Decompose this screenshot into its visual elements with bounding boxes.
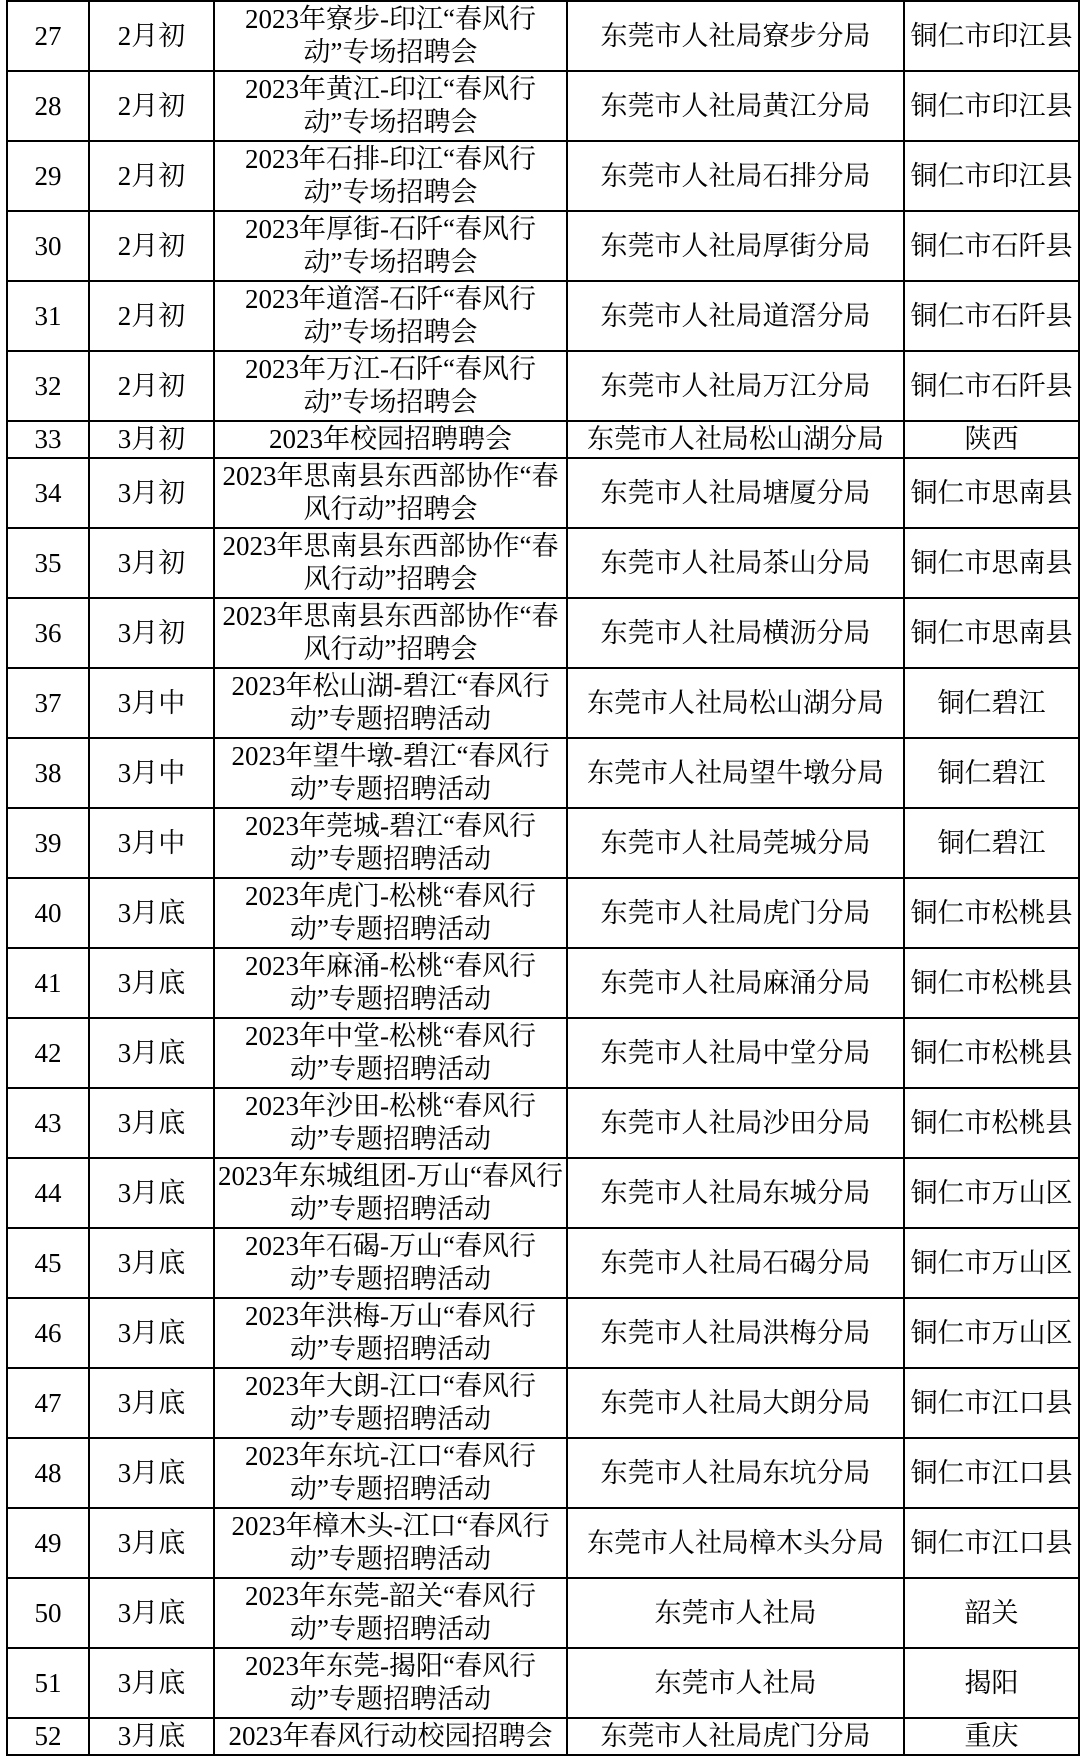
table-row (7, 1578, 1079, 1648)
organizer-cell: 东莞市人社局中堂分局 (567, 1018, 904, 1088)
table-row (7, 351, 1079, 421)
event-name-cell: 2023年东莞-揭阳“春风行动”专题招聘活动 (214, 1648, 567, 1718)
location-cell: 铜仁碧江 (904, 668, 1079, 738)
table-row (7, 668, 1079, 738)
location-cell: 揭阳 (904, 1648, 1079, 1718)
date-cell: 2月初 (89, 281, 214, 351)
table-row (7, 141, 1079, 211)
row-number-cell: 38 (7, 738, 89, 808)
row-number-cell: 37 (7, 668, 89, 738)
table-row (7, 808, 1079, 878)
date-cell: 3月底 (89, 1368, 214, 1438)
table-row (7, 1228, 1079, 1298)
row-number-cell: 41 (7, 948, 89, 1018)
table-body (7, 1, 1079, 1755)
date-cell: 2月初 (89, 1, 214, 71)
table-row (7, 1508, 1079, 1578)
organizer-cell: 东莞市人社局茶山分局 (567, 528, 904, 598)
event-name-cell: 2023年校园招聘聘会 (214, 421, 567, 458)
organizer-cell: 东莞市人社局万江分局 (567, 351, 904, 421)
table-row (7, 1158, 1079, 1228)
date-cell: 3月底 (89, 878, 214, 948)
table-row (7, 598, 1079, 668)
location-cell: 铜仁市石阡县 (904, 351, 1079, 421)
event-name-cell: 2023年松山湖-碧江“春风行动”专题招聘活动 (214, 668, 567, 738)
row-number-cell: 50 (7, 1578, 89, 1648)
organizer-cell: 东莞市人社局洪梅分局 (567, 1298, 904, 1368)
table-row (7, 1298, 1079, 1368)
table-row (7, 458, 1079, 528)
table-row (7, 1648, 1079, 1718)
table-row (7, 1088, 1079, 1158)
table-row (7, 71, 1079, 141)
organizer-cell: 东莞市人社局黄江分局 (567, 71, 904, 141)
event-name-cell: 2023年东城组团-万山“春风行动”专题招聘活动 (214, 1158, 567, 1228)
location-cell: 铜仁市江口县 (904, 1508, 1079, 1578)
date-cell: 3月中 (89, 668, 214, 738)
organizer-cell: 东莞市人社局樟木头分局 (567, 1508, 904, 1578)
location-cell: 重庆 (904, 1718, 1079, 1755)
organizer-cell: 东莞市人社局横沥分局 (567, 598, 904, 668)
event-name-cell: 2023年望牛墩-碧江“春风行动”专题招聘活动 (214, 738, 567, 808)
location-cell: 铜仁市万山区 (904, 1228, 1079, 1298)
event-name-cell: 2023年思南县东西部协作“春风行动”招聘会 (214, 598, 567, 668)
row-number-cell: 48 (7, 1438, 89, 1508)
date-cell: 3月中 (89, 808, 214, 878)
date-cell: 3月底 (89, 1508, 214, 1578)
row-number-cell: 39 (7, 808, 89, 878)
row-number-cell: 44 (7, 1158, 89, 1228)
organizer-cell: 东莞市人社局麻涌分局 (567, 948, 904, 1018)
organizer-cell: 东莞市人社局 (567, 1578, 904, 1648)
row-number-cell: 46 (7, 1298, 89, 1368)
location-cell: 铜仁市万山区 (904, 1158, 1079, 1228)
row-number-cell: 45 (7, 1228, 89, 1298)
row-number-cell: 43 (7, 1088, 89, 1158)
event-name-cell: 2023年樟木头-江口“春风行动”专题招聘活动 (214, 1508, 567, 1578)
location-cell: 铜仁市松桃县 (904, 948, 1079, 1018)
location-cell: 铜仁市印江县 (904, 1, 1079, 71)
organizer-cell: 东莞市人社局寮步分局 (567, 1, 904, 71)
row-number-cell: 51 (7, 1648, 89, 1718)
event-name-cell: 2023年道滘-石阡“春风行动”专场招聘会 (214, 281, 567, 351)
organizer-cell: 东莞市人社局厚街分局 (567, 211, 904, 281)
date-cell: 3月初 (89, 421, 214, 458)
row-number-cell: 32 (7, 351, 89, 421)
date-cell: 3月底 (89, 1438, 214, 1508)
organizer-cell: 东莞市人社局莞城分局 (567, 808, 904, 878)
date-cell: 2月初 (89, 141, 214, 211)
table-row (7, 1438, 1079, 1508)
event-name-cell: 2023年厚街-石阡“春风行动”专场招聘会 (214, 211, 567, 281)
organizer-cell: 东莞市人社局 (567, 1648, 904, 1718)
location-cell: 铜仁市印江县 (904, 71, 1079, 141)
event-name-cell: 2023年石碣-万山“春风行动”专题招聘活动 (214, 1228, 567, 1298)
row-number-cell: 34 (7, 458, 89, 528)
table-row (7, 948, 1079, 1018)
organizer-cell: 东莞市人社局望牛墩分局 (567, 738, 904, 808)
organizer-cell: 东莞市人社局大朗分局 (567, 1368, 904, 1438)
row-number-cell: 36 (7, 598, 89, 668)
location-cell: 铜仁市石阡县 (904, 281, 1079, 351)
row-number-cell: 33 (7, 421, 89, 458)
row-number-cell: 42 (7, 1018, 89, 1088)
location-cell: 陕西 (904, 421, 1079, 458)
row-number-cell: 49 (7, 1508, 89, 1578)
organizer-cell: 东莞市人社局塘厦分局 (567, 458, 904, 528)
event-name-cell: 2023年莞城-碧江“春风行动”专题招聘活动 (214, 808, 567, 878)
organizer-cell: 东莞市人社局石碣分局 (567, 1228, 904, 1298)
date-cell: 3月初 (89, 528, 214, 598)
location-cell: 铜仁市江口县 (904, 1438, 1079, 1508)
table-row (7, 878, 1079, 948)
date-cell: 3月底 (89, 1578, 214, 1648)
date-cell: 3月底 (89, 1018, 214, 1088)
date-cell: 3月初 (89, 458, 214, 528)
event-name-cell: 2023年东坑-江口“春风行动”专题招聘活动 (214, 1438, 567, 1508)
table-row (7, 211, 1079, 281)
recruitment-schedule-table (6, 0, 1080, 1756)
date-cell: 3月底 (89, 1088, 214, 1158)
date-cell: 2月初 (89, 211, 214, 281)
organizer-cell: 东莞市人社局道滘分局 (567, 281, 904, 351)
organizer-cell: 东莞市人社局石排分局 (567, 141, 904, 211)
location-cell: 铜仁市松桃县 (904, 1088, 1079, 1158)
location-cell: 铜仁市松桃县 (904, 1018, 1079, 1088)
row-number-cell: 35 (7, 528, 89, 598)
event-name-cell: 2023年万江-石阡“春风行动”专场招聘会 (214, 351, 567, 421)
row-number-cell: 27 (7, 1, 89, 71)
date-cell: 3月底 (89, 948, 214, 1018)
organizer-cell: 东莞市人社局虎门分局 (567, 1718, 904, 1755)
table-row (7, 1018, 1079, 1088)
location-cell: 铜仁市印江县 (904, 141, 1079, 211)
table-row (7, 1, 1079, 71)
event-name-cell: 2023年洪梅-万山“春风行动”专题招聘活动 (214, 1298, 567, 1368)
organizer-cell: 东莞市人社局松山湖分局 (567, 668, 904, 738)
row-number-cell: 31 (7, 281, 89, 351)
organizer-cell: 东莞市人社局虎门分局 (567, 878, 904, 948)
location-cell: 铜仁市思南县 (904, 458, 1079, 528)
table-row (7, 1368, 1079, 1438)
event-name-cell: 2023年黄江-印江“春风行动”专场招聘会 (214, 71, 567, 141)
event-name-cell: 2023年思南县东西部协作“春风行动”招聘会 (214, 458, 567, 528)
row-number-cell: 40 (7, 878, 89, 948)
row-number-cell: 47 (7, 1368, 89, 1438)
row-number-cell: 29 (7, 141, 89, 211)
location-cell: 铜仁碧江 (904, 738, 1079, 808)
date-cell: 2月初 (89, 71, 214, 141)
row-number-cell: 30 (7, 211, 89, 281)
event-name-cell: 2023年寮步-印江“春风行动”专场招聘会 (214, 1, 567, 71)
event-name-cell: 2023年麻涌-松桃“春风行动”专题招聘活动 (214, 948, 567, 1018)
date-cell: 3月底 (89, 1718, 214, 1755)
location-cell: 铜仁碧江 (904, 808, 1079, 878)
organizer-cell: 东莞市人社局东城分局 (567, 1158, 904, 1228)
event-name-cell: 2023年沙田-松桃“春风行动”专题招聘活动 (214, 1088, 567, 1158)
table-row (7, 421, 1079, 458)
event-name-cell: 2023年大朗-江口“春风行动”专题招聘活动 (214, 1368, 567, 1438)
event-name-cell: 2023年中堂-松桃“春风行动”专题招聘活动 (214, 1018, 567, 1088)
table-row (7, 738, 1079, 808)
organizer-cell: 东莞市人社局松山湖分局 (567, 421, 904, 458)
location-cell: 韶关 (904, 1578, 1079, 1648)
date-cell: 3月底 (89, 1648, 214, 1718)
location-cell: 铜仁市思南县 (904, 528, 1079, 598)
event-name-cell: 2023年石排-印江“春风行动”专场招聘会 (214, 141, 567, 211)
location-cell: 铜仁市思南县 (904, 598, 1079, 668)
location-cell: 铜仁市石阡县 (904, 211, 1079, 281)
organizer-cell: 东莞市人社局沙田分局 (567, 1088, 904, 1158)
table-row (7, 528, 1079, 598)
event-name-cell: 2023年思南县东西部协作“春风行动”招聘会 (214, 528, 567, 598)
table-row (7, 281, 1079, 351)
date-cell: 3月底 (89, 1228, 214, 1298)
location-cell: 铜仁市江口县 (904, 1368, 1079, 1438)
event-name-cell: 2023年虎门-松桃“春风行动”专题招聘活动 (214, 878, 567, 948)
location-cell: 铜仁市松桃县 (904, 878, 1079, 948)
date-cell: 2月初 (89, 351, 214, 421)
table-row (7, 1718, 1079, 1755)
organizer-cell: 东莞市人社局东坑分局 (567, 1438, 904, 1508)
date-cell: 3月底 (89, 1158, 214, 1228)
event-name-cell: 2023年东莞-韶关“春风行动”专题招聘活动 (214, 1578, 567, 1648)
event-name-cell: 2023年春风行动校园招聘会 (214, 1718, 567, 1755)
row-number-cell: 28 (7, 71, 89, 141)
location-cell: 铜仁市万山区 (904, 1298, 1079, 1368)
row-number-cell: 52 (7, 1718, 89, 1755)
date-cell: 3月中 (89, 738, 214, 808)
date-cell: 3月底 (89, 1298, 214, 1368)
date-cell: 3月初 (89, 598, 214, 668)
